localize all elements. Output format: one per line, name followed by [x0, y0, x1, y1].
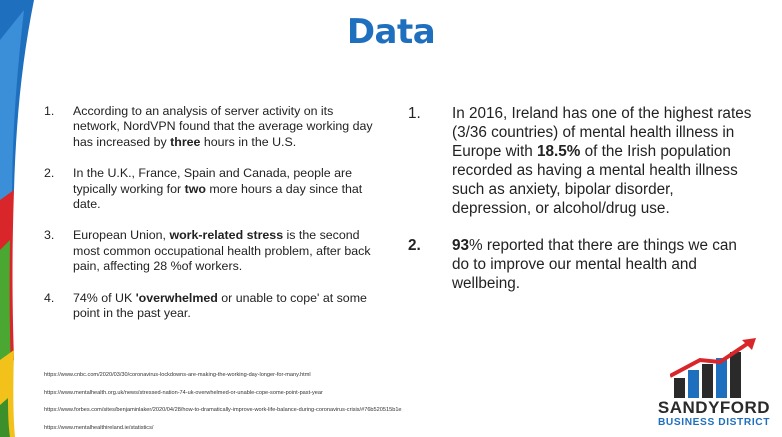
right-list-item — [408, 236, 753, 293]
left-list-item — [44, 104, 374, 150]
reference-link[interactable]: https://www.forbes.com/sites/benjaminlaker/2020/04/28/how-to-dramatically-improve-work-life-balance-during-coronavirus-crisis/#76b520515b1e — [44, 407, 402, 413]
emphasis-text: 93 — [452, 237, 470, 254]
reference-link[interactable]: https://www.mentalhealth.org.uk/news/stressed-nation-74-uk-overwhelmed-or-unable-cope-some-point-past-year — [44, 389, 323, 396]
left-list-item — [44, 228, 374, 274]
text-segment: more hours a day since that date. — [73, 181, 363, 212]
slide-title: Data — [346, 12, 436, 52]
text-segment: is the second most common occupational health problem, after back pain, affecting 28 %of workers. — [73, 228, 371, 274]
list-item-text — [73, 166, 374, 212]
list-item-number: 1. — [408, 105, 421, 122]
list-item-text — [73, 104, 374, 150]
references — [44, 372, 464, 437]
text-segment: According to an analysis of server activity on its network, NordVPN found that the average working day has increased by — [73, 104, 373, 149]
logo-name: SANDYFORD — [657, 398, 771, 417]
list-item-text — [452, 236, 753, 293]
reference-link[interactable]: https://www.cnbc.com/2020/03/30/coronavirus-lockdowns-are-making-the-working-day-longer-for-many.html — [44, 372, 311, 378]
text-segment: European Union, — [73, 228, 170, 243]
left-statistics-list — [44, 104, 374, 337]
left-list-item — [44, 166, 374, 212]
text-segment: In 2016, Ireland has one of the highest rates (3/36 countries) of mental health illness in Europe with — [452, 105, 752, 160]
text-segment: In the U.K., France, Spain and Canada, people are typically working for — [73, 166, 352, 196]
list-item-text — [452, 104, 753, 218]
emphasis-text: 'overwhelmed — [135, 290, 218, 305]
right-statistics-list — [408, 104, 753, 311]
text-segment: of the Irish population recorded as having a mental health illness such as anxiety, bipolar disorder, depression, or alcohol/drug use. — [452, 143, 738, 217]
logo-subtitle: BUSINESS DISTRICT — [657, 417, 771, 428]
emphasis-text: work-related stress — [169, 228, 284, 243]
sandyford-logo — [648, 338, 780, 437]
list-item-text — [73, 228, 374, 274]
list-item-text — [73, 291, 374, 322]
logo-bars-icon — [670, 338, 758, 398]
right-list-item — [408, 104, 753, 218]
list-item-number: 3. — [44, 228, 55, 243]
emphasis-text: two — [184, 181, 206, 196]
emphasis-text: 18.5% — [537, 143, 581, 160]
list-item-number: 1. — [44, 104, 55, 118]
text-segment: hours in the U.S. — [200, 134, 297, 149]
reference-link[interactable]: https://www.mentalhealthireland.ie/statistics/ — [44, 424, 154, 431]
list-item-number: 2. — [44, 166, 55, 181]
list-item-number: 2. — [408, 237, 421, 254]
list-item-number: 4. — [44, 290, 55, 305]
text-segment: 74% of UK — [73, 290, 136, 305]
decorative-ribbons — [0, 0, 40, 437]
left-list-item — [44, 291, 374, 322]
text-segment: % reported that there are things we can do to improve our mental health and wellbeing. — [452, 237, 737, 292]
text-segment: or unable to cope' at some point in the past year. — [73, 290, 367, 321]
emphasis-text: three — [170, 134, 201, 149]
